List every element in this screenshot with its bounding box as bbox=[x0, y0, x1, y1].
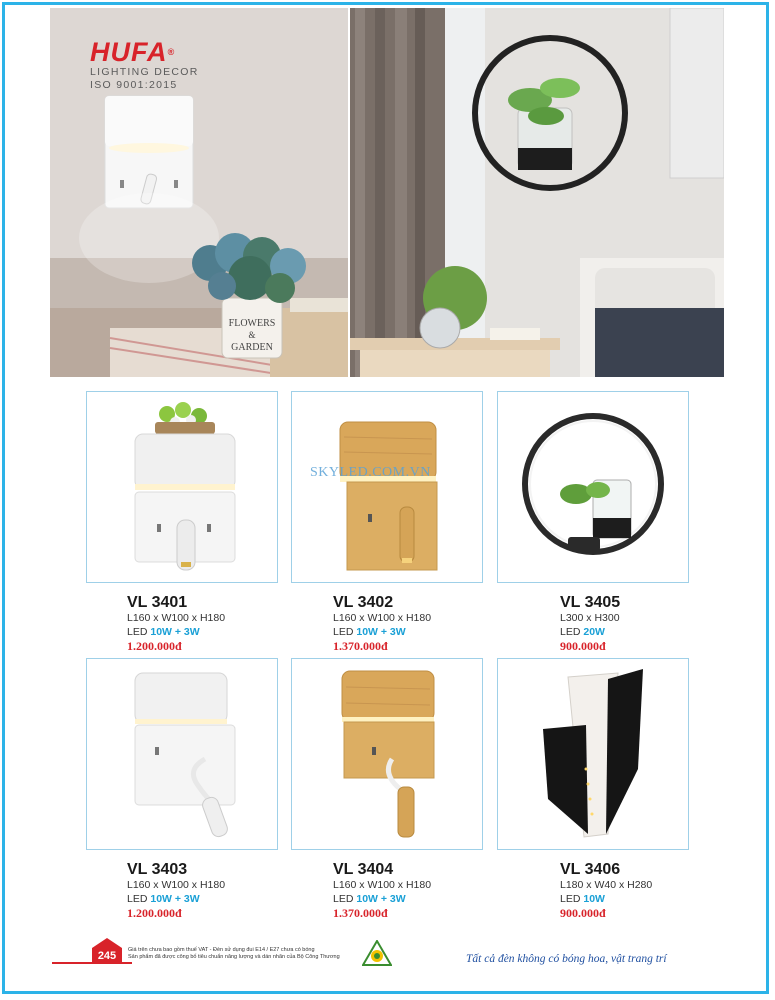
brand-registered: ® bbox=[167, 47, 176, 57]
lamp-vl3404-image bbox=[292, 659, 482, 849]
product-info-vl3402 bbox=[333, 594, 523, 654]
energy-label-icon bbox=[362, 940, 392, 966]
model-name: VL 3404 bbox=[333, 861, 394, 878]
led-power: 10W + 3W bbox=[150, 893, 200, 905]
product-info-vl3403 bbox=[127, 861, 317, 921]
footer-disclaimer bbox=[128, 947, 368, 961]
led-label: LED bbox=[333, 626, 354, 638]
pot-text-2: & bbox=[248, 330, 256, 340]
lamp-vl3402-image bbox=[292, 392, 482, 582]
disclaimer-line-1: Giá trên chưa bao gồm thuế VAT - Đèn sử dụng đui E14 / E27 chưa có bóng bbox=[128, 947, 315, 953]
led-spec bbox=[333, 625, 523, 639]
product-card-vl3405[interactable] bbox=[497, 391, 689, 583]
lamp-vl3405-image bbox=[498, 392, 688, 582]
product-info-vl3405 bbox=[560, 594, 750, 654]
led-power: 10W + 3W bbox=[356, 626, 406, 638]
dimensions: L160 x W100 x H180 bbox=[127, 879, 226, 891]
page-number: 245 bbox=[92, 948, 122, 964]
led-label: LED bbox=[127, 893, 148, 905]
led-spec bbox=[127, 892, 317, 906]
model-name: VL 3406 bbox=[560, 861, 621, 878]
brand-iso: ISO 9001:2015 bbox=[90, 79, 178, 91]
hero-photo-left bbox=[50, 8, 348, 377]
product-info-vl3404 bbox=[333, 861, 523, 921]
product-card-vl3401[interactable] bbox=[86, 391, 278, 583]
product-card-vl3404[interactable] bbox=[291, 658, 483, 850]
disclaimer-line-2: Sản phẩm đã được công bố tiêu chuẩn năng lượng và dán nhãn của Bộ Công Thương bbox=[128, 954, 340, 960]
price: 1.370.000đ bbox=[333, 639, 388, 653]
lamp-vl3403-image bbox=[87, 659, 277, 849]
dimensions: L160 x W100 x H180 bbox=[333, 612, 432, 624]
led-power: 10W bbox=[583, 893, 605, 905]
lamp-vl3406-image bbox=[498, 659, 688, 849]
led-label: LED bbox=[127, 626, 148, 638]
watermark-text: SKYLED.COM.VN bbox=[310, 465, 431, 480]
hero-photo-right bbox=[350, 8, 724, 377]
dimensions: L300 x H300 bbox=[560, 612, 620, 624]
bedroom-scene-right bbox=[350, 8, 724, 377]
brand-logo bbox=[90, 38, 210, 92]
led-power: 20W bbox=[583, 626, 605, 638]
led-power: 10W + 3W bbox=[356, 893, 406, 905]
led-label: LED bbox=[560, 626, 581, 638]
product-info-vl3401 bbox=[127, 594, 317, 654]
led-spec bbox=[127, 625, 317, 639]
led-spec bbox=[560, 625, 750, 639]
lamp-vl3401-image bbox=[87, 392, 277, 582]
pot-text-1: FLOWERS bbox=[228, 318, 276, 329]
dimensions: L160 x W100 x H180 bbox=[333, 879, 432, 891]
led-spec bbox=[560, 892, 750, 906]
model-name: VL 3402 bbox=[333, 594, 394, 611]
price: 1.200.000đ bbox=[127, 639, 182, 653]
led-label: LED bbox=[560, 893, 581, 905]
price: 1.200.000đ bbox=[127, 906, 182, 920]
pot-text-3: GARDEN bbox=[231, 342, 273, 353]
model-name: VL 3401 bbox=[127, 594, 188, 611]
dimensions: L180 x W40 x H280 bbox=[560, 879, 653, 891]
product-card-vl3402[interactable] bbox=[291, 391, 483, 583]
price: 900.000đ bbox=[560, 639, 606, 653]
product-card-vl3406[interactable] bbox=[497, 658, 689, 850]
model-name: VL 3403 bbox=[127, 861, 188, 878]
product-info-vl3406 bbox=[560, 861, 750, 921]
price: 900.000đ bbox=[560, 906, 606, 920]
led-power: 10W + 3W bbox=[150, 626, 200, 638]
model-name: VL 3405 bbox=[560, 594, 621, 611]
price: 1.370.000đ bbox=[333, 906, 388, 920]
footer-note: Tất cả đèn không có bóng hoa, vật trang trí bbox=[466, 953, 667, 965]
led-label: LED bbox=[333, 893, 354, 905]
dimensions: L160 x W100 x H180 bbox=[127, 612, 226, 624]
brand-name: HUFA bbox=[90, 37, 168, 67]
product-card-vl3403[interactable] bbox=[86, 658, 278, 850]
led-spec bbox=[333, 892, 523, 906]
brand-tagline: LIGHTING DECOR bbox=[90, 66, 199, 78]
